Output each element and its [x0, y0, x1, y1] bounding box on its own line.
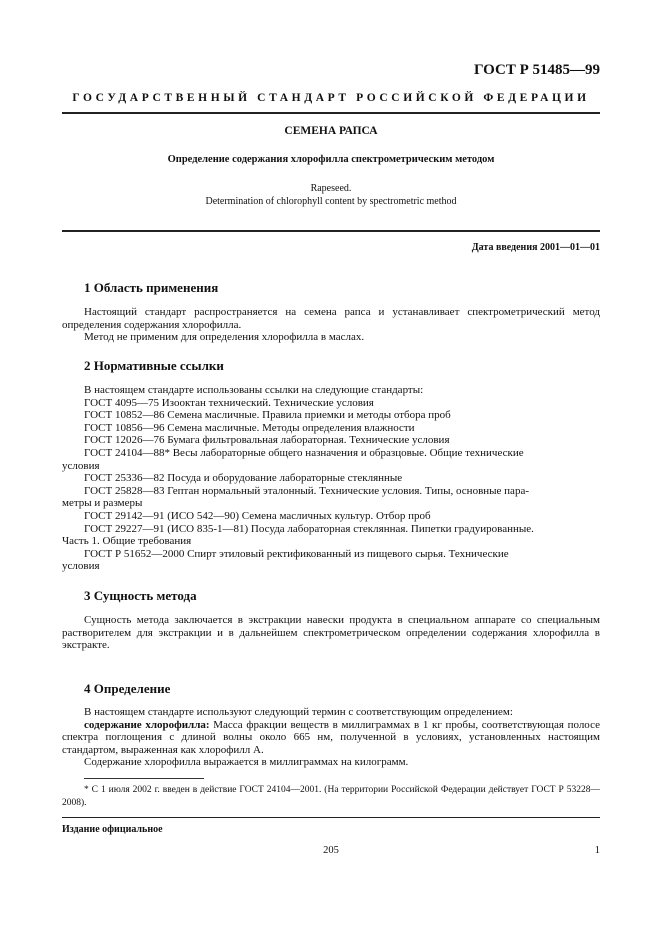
reference-item-continuation: метры и размеры	[62, 497, 143, 510]
reference-item: ГОСТ 29142—91 (ИСО 542—90) Семена масличных культур. Отбор проб	[84, 509, 431, 522]
section-2-heading: 2 Нормативные ссылки	[84, 358, 224, 373]
bottom-rule	[62, 817, 600, 818]
top-rule	[62, 112, 600, 114]
reference-item: ГОСТ 10852—86 Семена масличные. Правила приемки и методы отбора проб	[84, 409, 451, 422]
english-title-line-1: Rapeseed.	[310, 183, 352, 194]
document-subtitle: Определение содержания хлорофилла спектрометрическим методом	[167, 154, 495, 165]
section-3-paragraph-1: Сущность метода заключается в экстракции навески продукта в специальном аппарате со специальным растворителем для экстракции и в дальнейшем спектрометрическом определении содержания хлорофилла в экстракте.	[62, 614, 600, 652]
reference-item: ГОСТ 25336—82 Посуда и оборудование лабораторные стеклянные	[84, 472, 403, 485]
reference-item: ГОСТ 12026—76 Бумага фильтровальная лабораторная. Технические условия	[84, 434, 450, 447]
footnote-rule	[84, 778, 204, 779]
section-4-body	[62, 706, 600, 769]
reference-item-continuation: условия	[62, 560, 100, 573]
reference-item: ГОСТ 25828—83 Гептан нормальный эталонный. Технические условия. Типы, основные пара-	[84, 484, 529, 497]
standard-number: ГОСТ Р 51485—99	[473, 62, 600, 78]
reference-item: ГОСТ 29227—91 (ИСО 835-1—81) Посуда лабораторная стеклянная. Пипетки градуированные.	[84, 522, 534, 535]
section-4-heading: 4 Определение	[84, 681, 171, 696]
footnote-text: * С 1 июля 2002 г. введен в действие ГОСТ 24104—2001. (На территории Российской Федерации действует ГОСТ Р 53228—2008).	[62, 785, 600, 808]
section-4-paragraph-2: Содержание хлорофилла выражается в миллиграммах на килограмм.	[84, 756, 409, 769]
references-intro: В настоящем стандарте использованы ссылки на следующие стандарты:	[84, 384, 424, 396]
footnote	[62, 784, 600, 809]
definition-paragraph	[62, 719, 600, 757]
page-number: 205	[323, 845, 339, 856]
english-title	[62, 182, 600, 208]
english-title-line-2: Determination of chlorophyll content by spectrometric method	[205, 196, 457, 207]
document-title: СЕМЕНА РАПСА	[284, 125, 378, 137]
edition-label: Издание официальное	[62, 824, 163, 835]
section-1-heading: 1 Область применения	[84, 280, 219, 295]
section-2-body	[62, 384, 600, 573]
reference-item: ГОСТ 24104—88* Весы лабораторные общего назначения и образцовые. Общие технические	[84, 446, 524, 459]
reference-item: ГОСТ Р 51652—2000 Спирт этиловый ректификованный из пищевого сырья. Технические	[84, 547, 509, 560]
section-1-body	[62, 306, 600, 344]
standard-type: ГОСУДАРСТВЕННЫЙ СТАНДАРТ РОССИЙСКОЙ ФЕДЕРАЦИИ	[72, 92, 590, 104]
defined-term: содержание хлорофилла:	[84, 718, 210, 731]
section-1-paragraph-1: Настоящий стандарт распространяется на семена рапса и устанавливает спектрометрический метод определения содержания хлорофилла.	[62, 306, 600, 331]
section-4-paragraph-1: В настоящем стандарте используют следующий термин с соответствующим определением:	[84, 706, 513, 718]
reference-item: ГОСТ 4095—75 Изооктан технический. Технические условия	[84, 396, 374, 409]
reference-item-continuation: условия	[62, 459, 100, 472]
intro-date: Дата введения 2001—01—01	[471, 242, 600, 253]
reference-item: ГОСТ 10856—96 Семена масличные. Методы определения влажности	[84, 421, 415, 434]
section-1-paragraph-2: Метод не применим для определения хлорофилла в маслах.	[84, 331, 365, 344]
reference-item-continuation: Часть 1. Общие требования	[62, 535, 192, 548]
section-3-heading: 3 Сущность метода	[84, 588, 197, 603]
section-3-body	[62, 614, 600, 652]
title-rule	[62, 230, 600, 232]
sheet-number: 1	[594, 845, 600, 856]
term-definition: Масса фракции веществ в миллиграммах в 1 кг пробы, соответствующая полосе спектра поглощения с длиной волны около 665 нм, полученной в условиях, установленных настоящим стандартом, выраженная как хлорофилл А.	[62, 718, 600, 756]
